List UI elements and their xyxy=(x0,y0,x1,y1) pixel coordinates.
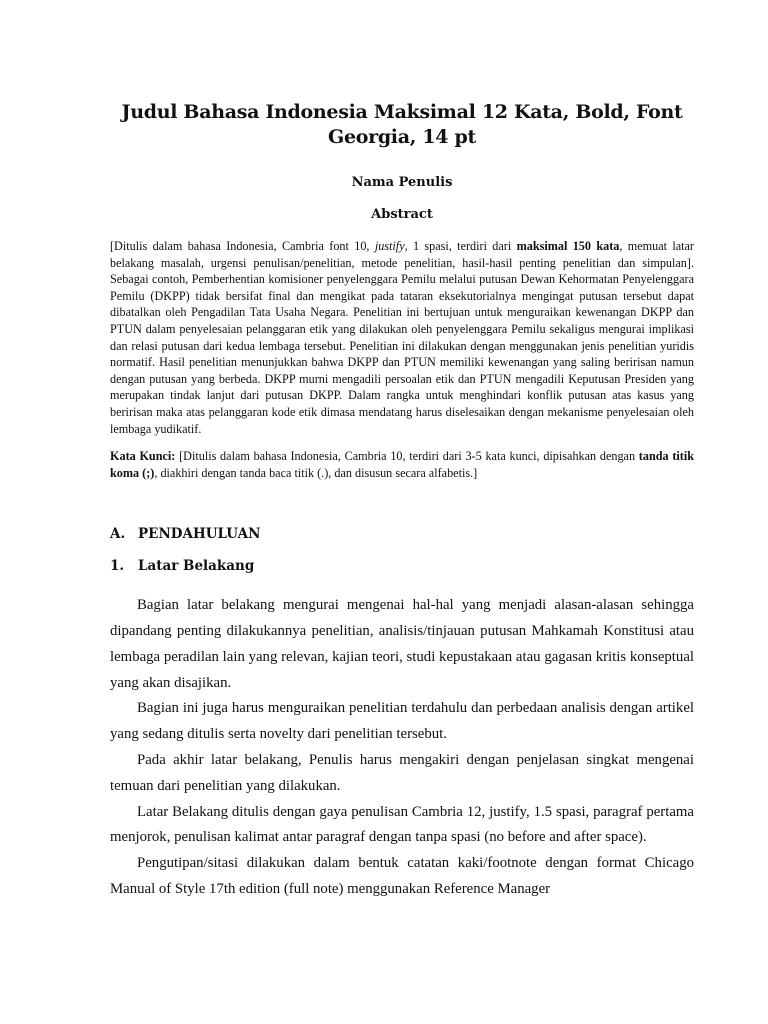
body-paragraph: Latar Belakang ditulis dengan gaya penulisan Cambria 12, justify, 1.5 spasi, paragraf pertama menjorok, penulisan kalimat antar paragraf dengan tanpa spasi (no before and after space). xyxy=(110,803,694,846)
subsection-number: 1. xyxy=(110,558,125,575)
abstract-bold: maksimal 150 kata xyxy=(516,239,620,253)
keywords-part-1: [Ditulis dalam bahasa Indonesia, Cambria 10, terdiri dari 3-5 kata kunci, dipisahkan dengan xyxy=(175,449,639,464)
keywords xyxy=(110,448,694,482)
author-name: Nama Penulis xyxy=(351,175,453,190)
section-label: PENDAHULUAN xyxy=(138,526,261,543)
abstract-text xyxy=(110,238,694,437)
abstract-italic: justify xyxy=(374,239,405,253)
body-paragraph: Bagian latar belakang mengurai mengenai hal-hal yang menjadi alasan-alasan sehingga dipandang penting dilakukannya penelitian, analisis/tinjauan putusan Mahkamah Konstitusi atau lembaga peradilan lain yang relevan, kajian teori, studi kepustakaan atau gagasan kritis konseptual yang akan disajikan. xyxy=(110,597,694,691)
section-number: A. xyxy=(110,526,126,543)
abstract-part-1: [Ditulis dalam bahasa Indonesia, Cambria font 10, xyxy=(110,239,375,253)
document-title: Judul Bahasa Indonesia Maksimal 12 Kata, Bold, Font Georgia, 14 pt xyxy=(121,101,683,148)
body-paragraphs xyxy=(110,593,694,903)
keywords-part-2: , diakhiri dengan tanda baca titik (.), dan disusun secara alfabetis.] xyxy=(154,466,478,481)
body-paragraph: Pada akhir latar belakang, Penulis harus mengakiri dengan penjelasan singkat mengenai temuan dari penelitian yang dilakukan. xyxy=(110,751,694,794)
document-page xyxy=(110,100,694,903)
section-heading-pendahuluan xyxy=(110,525,694,543)
keywords-label: Kata Kunci: xyxy=(110,449,176,464)
abstract-heading: Abstract xyxy=(371,207,433,222)
body-paragraph: Bagian ini juga harus menguraikan penelitian terdahulu dan perbedaan analisis dengan artikel yang sedang ditulis serta novelty dari penelitian tersebut. xyxy=(110,700,694,743)
abstract-part-3: , memuat latar belakang masalah, urgensi penulisan/penelitian, metode penelitian, hasil-hasil penting penelitian dan simpulan]. Sebagai contoh, Pemberhentian komisioner penyelenggara Pemilu melalui putusan Dewan Kehormatan Penyelenggara Pemilu (DKPP) tidak bersifat final dan mengikat pada tataran eksekutorialnya mengingat putusan tersebut dapat dibatalkan oleh Pengadilan Tata Usaha Negara. Penelitian ini bertujuan untuk menguraikan kewenangan DKPP dan PTUN dalam penyelesaian pelanggaran etik yang dilakukan oleh penyelenggara Pemilu sekaligus mengurai implikasi dan relasi putusan dari kedua lembaga tersebut. Penelitian ini dilakukan dengan menggunakan jenis penelitian yuridis normatif. Hasil penelitian menunjukkan bahwa DKPP dan PTUN memiliki kewenangan yang saling beririsan namun dengan putusan yang berbeda. DKPP murni mengadili persoalan etik dan PTUN mengadili Keputusan Presiden yang merupakan tindak lanjut dari putusan DKPP. Dalam rangka untuk menghindari konflik putusan atas kasus yang beririsan maka atas pelanggaran kode etik dimasa mendatang harus diselesaikan dengan mekanisme penyelesaian oleh lembaga yudikatif. xyxy=(110,239,694,436)
abstract-part-2: , 1 spasi, terdiri dari xyxy=(404,239,517,253)
body-paragraph: Pengutipan/sitasi dilakukan dalam bentuk catatan kaki/footnote dengan format Chicago Manual of Style 17th edition (full note) menggunakan Reference Manager xyxy=(110,855,694,897)
subsection-heading-latar-belakang xyxy=(110,557,694,575)
subsection-label: Latar Belakang xyxy=(138,558,255,575)
keywords-bold: tanda titik koma (;) xyxy=(110,449,694,481)
